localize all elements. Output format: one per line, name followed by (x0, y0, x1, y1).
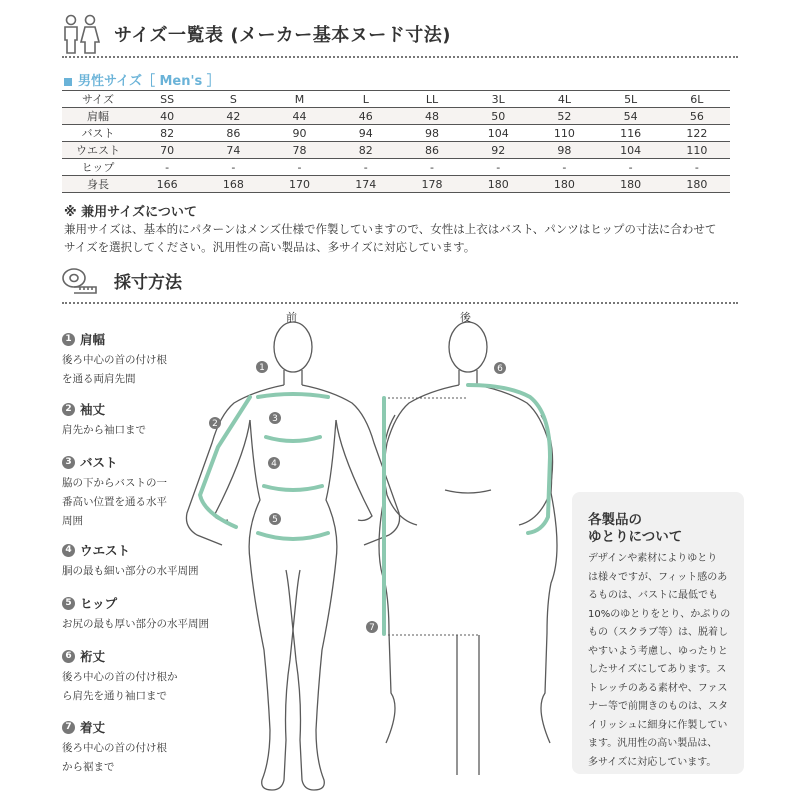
measure-item-desc: 番高い位置を通る水平 (62, 496, 167, 508)
number-badge: 2 (62, 403, 75, 416)
svg-text:3: 3 (272, 414, 278, 424)
table-cell: 52 (531, 108, 597, 125)
table-cell: - (598, 159, 664, 176)
table-cell: 5L (598, 91, 664, 108)
info-box-line: 多サイズに対応しています。 (588, 756, 717, 768)
table-cell: 50 (465, 108, 531, 125)
square-icon (64, 78, 72, 86)
table-cell: 180 (465, 176, 531, 193)
table-row (62, 159, 730, 176)
table-cell: 104 (465, 125, 531, 142)
number-badge: 6 (62, 650, 75, 663)
svg-text:6: 6 (497, 364, 503, 374)
table-cell: 180 (531, 176, 597, 193)
svg-text:7: 7 (369, 623, 375, 633)
svg-text:4: 4 (271, 459, 277, 469)
info-box-line: もの（スクラブ等）は、脱着し (588, 627, 728, 638)
back-measure-lines (384, 385, 550, 634)
table-cell: - (134, 159, 200, 176)
table-cell: - (200, 159, 266, 176)
info-box-line: トレッチのある素材や、ファス (588, 682, 728, 694)
table-cell: 90 (266, 125, 332, 142)
table-cell: 48 (399, 108, 465, 125)
people-icon (60, 14, 102, 54)
note-body: 兼用サイズは、基本的にパターンはメンズ仕様で作製していますので、女性は上衣はバスト、パンツはヒップの寸法に合わせて サイズを選択してください。汎用性の高い製品は、多サイズに対応しています。 (64, 222, 717, 254)
measure-item-name: バスト (80, 455, 118, 470)
measure-item-name: 袖丈 (80, 402, 106, 417)
table-cell: L (333, 91, 399, 108)
table-cell: - (664, 159, 730, 176)
table-cell: 46 (333, 108, 399, 125)
row-label: ヒップ (62, 159, 134, 176)
table-cell: 42 (200, 108, 266, 125)
note-title: ※ 兼用サイズについて (64, 205, 197, 220)
table-cell: SS (134, 91, 200, 108)
measure-item-name: ウエスト (80, 543, 131, 558)
measure-item-desc: ら肩先を通り袖口まで (62, 690, 167, 702)
table-cell: - (399, 159, 465, 176)
table-cell: 40 (134, 108, 200, 125)
table-cell: S (200, 91, 266, 108)
measure-divider (62, 302, 738, 304)
table-cell: 78 (266, 142, 332, 159)
table-cell: 178 (399, 176, 465, 193)
number-badge: 5 (62, 597, 75, 610)
info-box-line: は様々ですが、フィット感のあ (588, 571, 728, 583)
header-divider (62, 56, 738, 58)
table-cell: 174 (333, 176, 399, 193)
table-cell: 54 (598, 108, 664, 125)
measure-item-desc: を通る両肩先間 (62, 373, 136, 385)
number-badge: 3 (62, 456, 75, 469)
measure-item-name: 裄丈 (80, 649, 106, 664)
measure-header (60, 262, 750, 298)
row-label: 肩幅 (62, 108, 134, 125)
table-cell: 116 (598, 125, 664, 142)
table-cell: 3L (465, 91, 531, 108)
table-cell: LL (399, 91, 465, 108)
back-label: 後 (460, 311, 471, 324)
number-badge: 1 (62, 333, 75, 346)
size-table (62, 90, 730, 193)
measure-item-desc: 後ろ中心の首の付け根 (62, 354, 167, 366)
table-cell: 74 (200, 142, 266, 159)
table-cell: 98 (531, 142, 597, 159)
info-box-line: るものは、バストに最低でも (588, 590, 718, 601)
info-box-line: デザインや素材によりゆとり (588, 553, 718, 564)
measure-title: 採寸方法 (114, 272, 182, 293)
table-cell: 82 (333, 142, 399, 159)
table-cell: 168 (200, 176, 266, 193)
measure-item-desc: 肩先から袖口まで (62, 424, 146, 436)
table-cell: 110 (664, 142, 730, 159)
table-cell: 86 (399, 142, 465, 159)
table-cell: 104 (598, 142, 664, 159)
table-header-row (62, 91, 730, 108)
row-label: サイズ (62, 91, 134, 108)
table-cell: 82 (134, 125, 200, 142)
page-header (60, 6, 750, 62)
front-measure-lines (200, 394, 328, 539)
section-title: 男性サイズ［ Men's ］ (64, 70, 220, 89)
table-cell: - (531, 159, 597, 176)
table-cell: 56 (664, 108, 730, 125)
tape-measure-icon (60, 265, 100, 295)
back-figure (379, 322, 557, 775)
measure-item-name: ヒップ (80, 596, 118, 611)
table-cell: 94 (333, 125, 399, 142)
svg-text:1: 1 (259, 363, 265, 373)
table-cell: M (266, 91, 332, 108)
number-badge: 4 (62, 544, 75, 557)
table-cell: - (465, 159, 531, 176)
table-cell: 98 (399, 125, 465, 142)
measure-item-desc: 後ろ中心の首の付け根 (62, 742, 167, 754)
table-cell: 6L (664, 91, 730, 108)
body-figures (180, 305, 580, 800)
info-box-line: ます。汎用性の高い製品は、 (588, 738, 718, 749)
table-row (62, 176, 730, 193)
info-box-line: イリッシュに細身に作製してい (588, 719, 728, 731)
table-cell: - (333, 159, 399, 176)
measure-item-desc: 周囲 (62, 515, 83, 527)
info-box-title: 各製品の ゆとりについて (588, 512, 683, 545)
info-box-body (588, 550, 734, 772)
table-row (62, 142, 730, 159)
row-label: ウエスト (62, 142, 134, 159)
measure-item-desc: 胴の最も細い部分の水平周囲 (62, 565, 199, 577)
table-cell: 122 (664, 125, 730, 142)
measure-item-name: 肩幅 (80, 332, 106, 347)
table-cell: 180 (664, 176, 730, 193)
svg-text:5: 5 (272, 515, 278, 525)
measure-item-desc: お尻の最も厚い部分の水平周囲 (62, 618, 209, 630)
measure-item-desc: 脇の下からバストの一 (62, 477, 167, 489)
front-label: 前 (286, 311, 297, 324)
info-box-line: 10%のゆとりをとり、かぶりの (588, 608, 731, 620)
table-cell: 170 (266, 176, 332, 193)
page-title: サイズ一覧表 (メーカー基本ヌード寸法) (114, 25, 451, 46)
table-cell: 70 (134, 142, 200, 159)
table-row (62, 125, 730, 142)
measure-item-name: 着丈 (80, 720, 106, 735)
table-cell: 92 (465, 142, 531, 159)
info-box-line: ナー等で前開きのものは、スタ (588, 701, 728, 712)
row-label: 身長 (62, 176, 134, 193)
info-box-line: したサイズにしてあります。ス (588, 664, 727, 675)
table-cell: 110 (531, 125, 597, 142)
info-box-line: やすいよう考慮し、ゆったりと (588, 645, 728, 657)
table-cell: 166 (134, 176, 200, 193)
measure-item-desc: から裾まで (62, 761, 115, 773)
number-badge: 7 (62, 721, 75, 734)
table-cell: 44 (266, 108, 332, 125)
table-cell: 86 (200, 125, 266, 142)
row-label: バスト (62, 125, 134, 142)
table-cell: 180 (598, 176, 664, 193)
table-cell: - (266, 159, 332, 176)
ease-info-box (572, 492, 744, 774)
table-cell: 4L (531, 91, 597, 108)
measure-item-desc: 後ろ中心の首の付け根か (62, 671, 178, 683)
svg-text:2: 2 (212, 419, 218, 429)
table-row (62, 108, 730, 125)
